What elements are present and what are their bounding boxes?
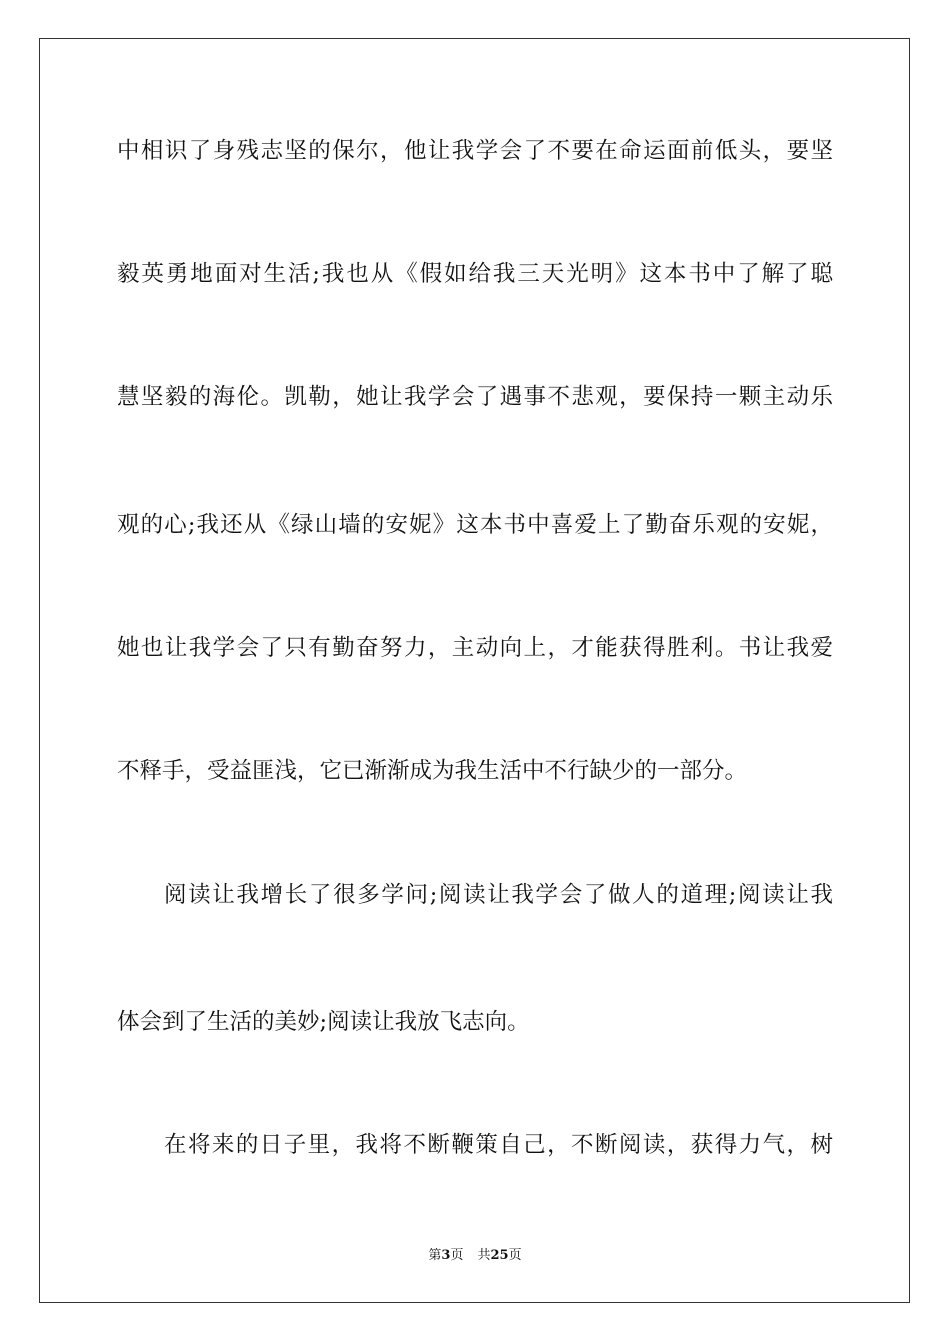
total-suffix: 页 xyxy=(508,1248,522,1263)
text-line: 慧坚毅的海伦。凯勒，她让我学会了遇事不悲观，要保持一颗主动乐 xyxy=(117,384,833,410)
page-suffix: 页 xyxy=(450,1248,464,1263)
text-line: 中相识了身残志坚的保尔，他让我学会了不要在命运面前低头，要坚 xyxy=(117,138,833,164)
text-line: 体会到了生活的美妙;阅读让我放飞志向。 xyxy=(117,1009,530,1035)
text-line: 她也让我学会了只有勤奋努力，主动向上，才能获得胜利。书让我爱 xyxy=(117,635,833,661)
text-line: 观的心;我还从《绿山墙的安妮》这本书中喜爱上了勤奋乐观的安妮， xyxy=(117,512,833,538)
text-line: 不释手，受益匪浅，它已渐渐成为我生活中不行缺少的一部分。 xyxy=(117,758,748,784)
paragraph-first-line: 在将来的日子里，我将不断鞭策自己，不断阅读，获得力气，树 xyxy=(164,1132,833,1158)
paragraph-first-line: 阅读让我增长了很多学问;阅读让我学会了做人的道理;阅读让我 xyxy=(164,882,833,908)
page-prefix: 第 xyxy=(428,1248,442,1263)
total-pages: 25 xyxy=(490,1248,509,1263)
page-number: 3 xyxy=(441,1248,451,1263)
total-prefix: 共 xyxy=(477,1248,491,1263)
page-footer xyxy=(0,1247,950,1265)
page-border xyxy=(39,38,910,1303)
text-line: 毅英勇地面对生活;我也从《假如给我三天光明》这本书中了解了聪 xyxy=(117,261,833,287)
